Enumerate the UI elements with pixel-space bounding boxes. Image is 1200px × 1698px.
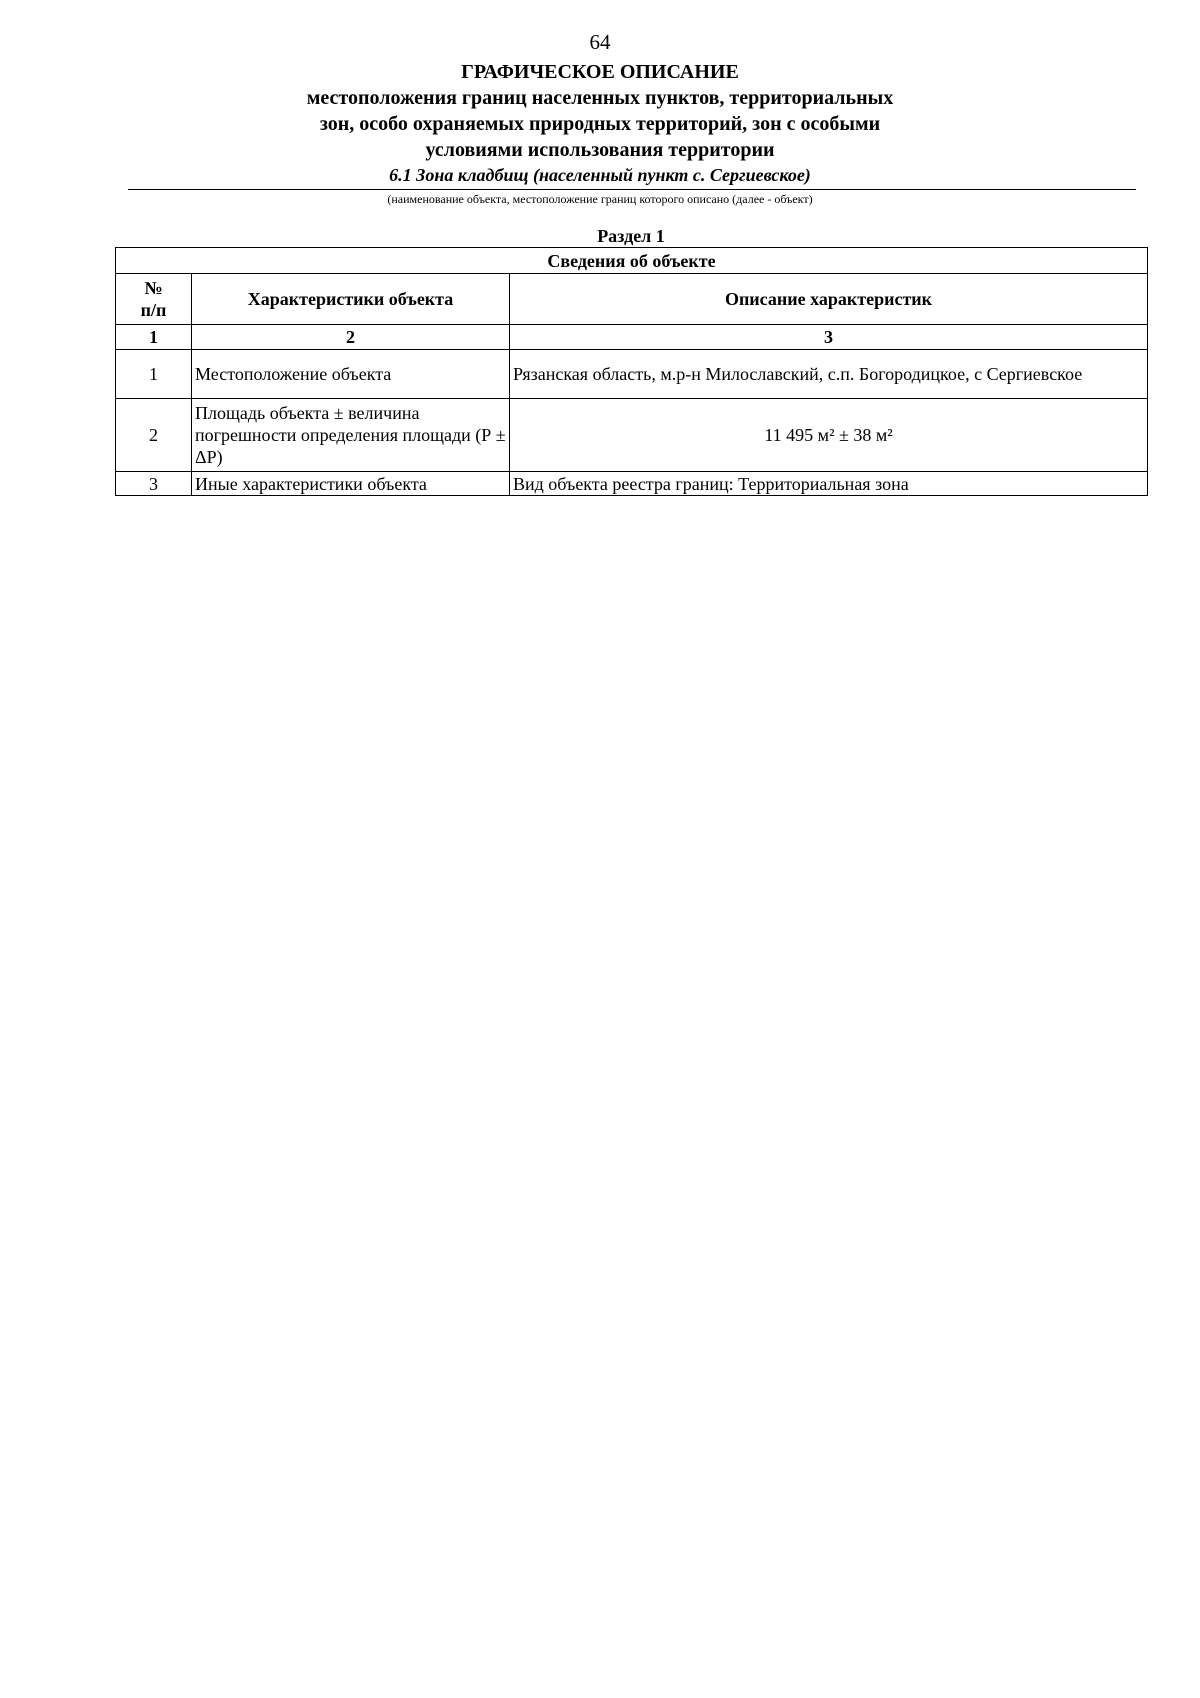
column-number-3: 3 (510, 325, 1148, 350)
object-info-table (115, 247, 1148, 496)
column-number-2: 2 (192, 325, 510, 350)
header-characteristic: Характеристики объекта (192, 274, 510, 325)
table-row (116, 399, 1148, 472)
table-row (116, 472, 1148, 496)
row-number: 2 (116, 399, 192, 472)
row-description: 11 495 м² ± 38 м² (510, 399, 1148, 472)
row-characteristic: Площадь объекта ± величина погрешности определения площади (Р ± ΔР) (192, 399, 510, 472)
table-header-row (116, 274, 1148, 325)
header-description: Описание характеристик (510, 274, 1148, 325)
row-number: 1 (116, 350, 192, 399)
row-description: Вид объекта реестра границ: Территориальная зона (510, 472, 1148, 496)
column-number-1: 1 (116, 325, 192, 350)
row-characteristic: Иные характеристики объекта (192, 472, 510, 496)
document-subtitle-line-1: местоположения границ населенных пунктов, территориальных (306, 87, 894, 109)
document-subtitle-line-2: зон, особо охраняемых природных территорий, зон с особыми (319, 113, 881, 135)
row-description: Рязанская область, м.р-н Милославский, с.п. Богородицкое, с Сергиевское (510, 350, 1148, 399)
header-number: № п/п (116, 274, 192, 325)
row-characteristic: Местоположение объекта (192, 350, 510, 399)
table-row (116, 350, 1148, 399)
table-caption: Сведения об объекте (116, 248, 1148, 274)
document-header (0, 59, 1200, 187)
row-number: 3 (116, 472, 192, 496)
table-caption-row (116, 248, 1148, 274)
object-name: 6.1 Зона кладбищ (населенный пункт с. Сергиевское) (389, 165, 811, 185)
table-column-numbers-row (116, 325, 1148, 350)
object-name-caption: (наименование объекта, местоположение границ которого описано (далее - объект) (387, 192, 813, 206)
section-title: Раздел 1 (597, 226, 665, 246)
document-subtitle-line-3: условиями использования территории (425, 139, 775, 161)
object-name-underline (128, 189, 1136, 190)
document-title: ГРАФИЧЕСКОЕ ОПИСАНИЕ (461, 61, 739, 83)
page-number: 64 (589, 30, 611, 54)
